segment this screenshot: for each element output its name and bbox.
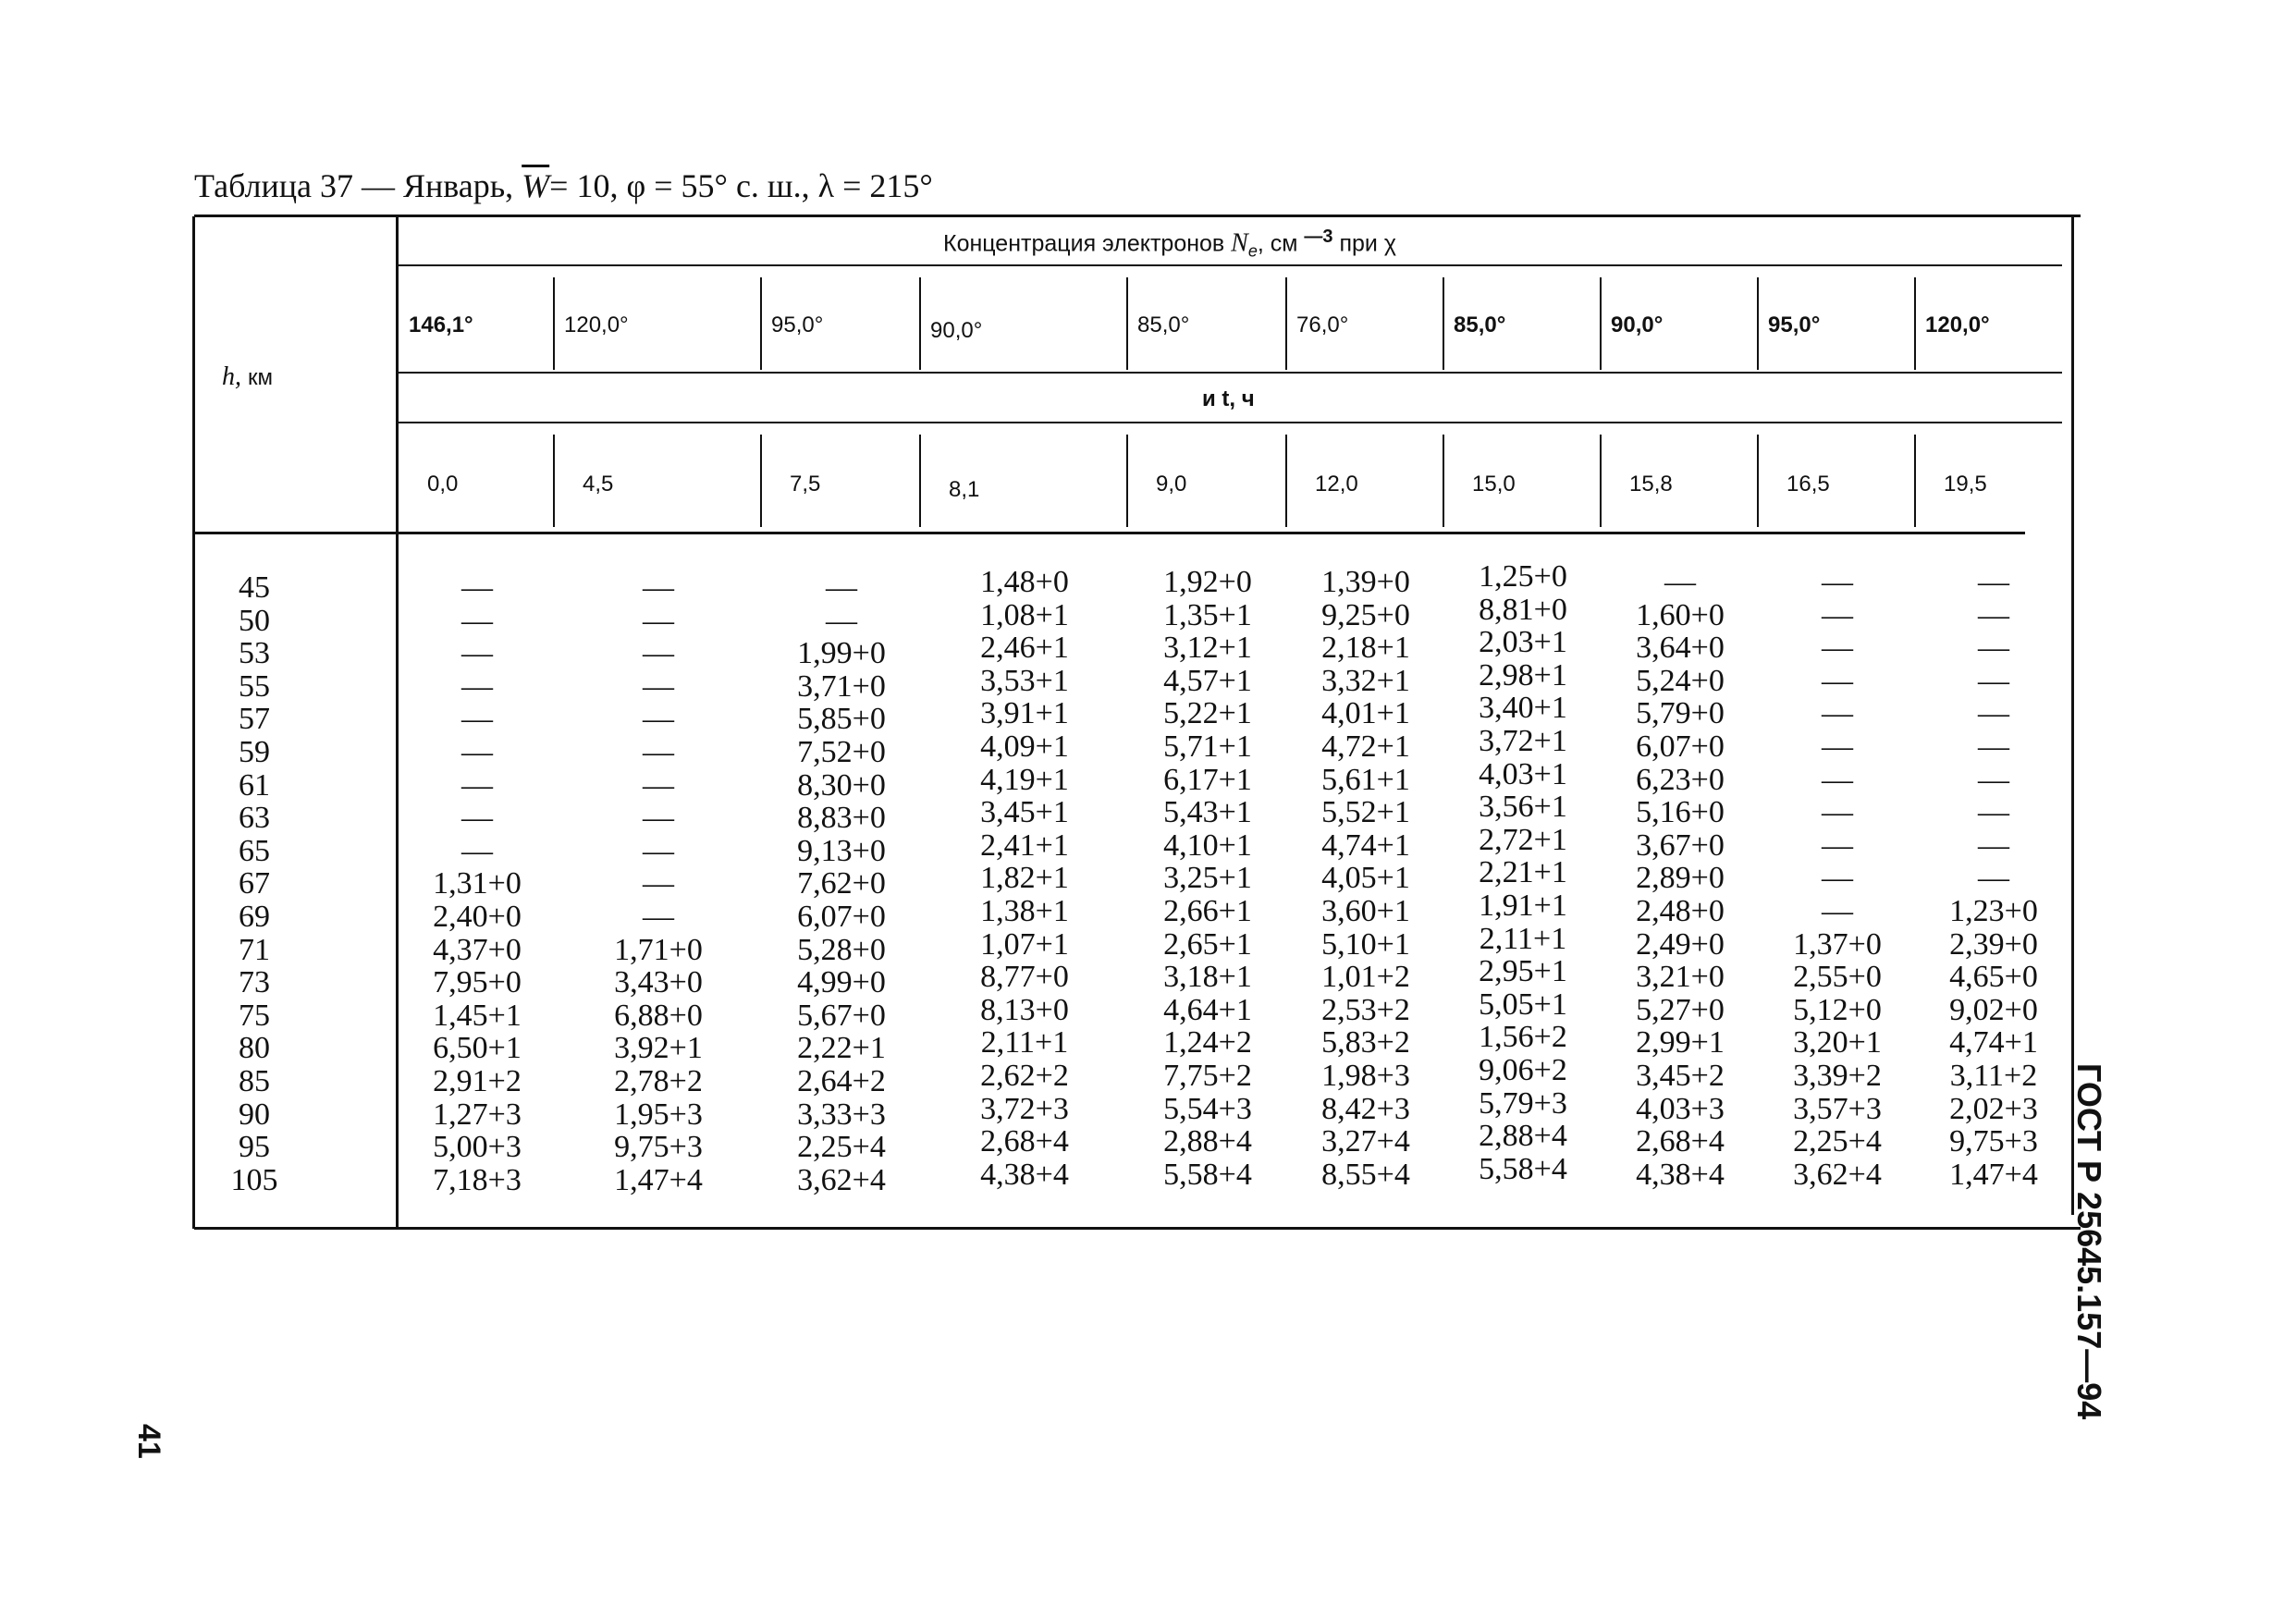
data-column: [1136, 566, 1280, 1191]
height-cell: 57: [239, 702, 270, 737]
table-cell: 4,10+1: [1163, 827, 1252, 863]
table-cell: 2,66+1: [1163, 893, 1252, 928]
header-column-divider: [1126, 435, 1128, 527]
table-cell: 1,31+0: [433, 866, 522, 901]
table-cell: —: [461, 801, 493, 836]
header-column-divider: [553, 277, 555, 370]
table-cell: 5,85+0: [797, 702, 886, 737]
table-cell: 2,99+1: [1636, 1025, 1725, 1060]
chi-header-cell: 76,0°: [1296, 313, 1349, 337]
caption-w-symbol: $\overline{W}$: [522, 167, 550, 204]
table-cell: —: [1978, 696, 2009, 731]
table-cell: —: [1822, 893, 1853, 928]
table-cell: —: [1822, 795, 1853, 830]
time-header-cell: 8,1: [949, 477, 980, 502]
table-cell: 2,68+4: [980, 1124, 1069, 1159]
table-cell: 3,40+1: [1479, 691, 1567, 726]
concentration-text: Концентрация электронов: [943, 230, 1232, 257]
table-cell: 3,56+1: [1479, 790, 1567, 825]
table-cell: 4,72+1: [1321, 729, 1410, 764]
table-cell: 4,74+1: [1321, 827, 1410, 863]
table-cell: 5,22+1: [1163, 696, 1252, 731]
table-cell: 3,67+0: [1636, 827, 1725, 863]
table-cell: 4,03+3: [1636, 1091, 1725, 1126]
table-cell: 4,09+1: [980, 729, 1069, 764]
table-cell: 2,25+4: [797, 1130, 886, 1165]
table-cell: 1,60+0: [1636, 597, 1725, 632]
header-column-divider: [1443, 277, 1444, 370]
height-values-column: [203, 571, 305, 1196]
data-column: [1609, 566, 1751, 1191]
header-column-divider: [760, 435, 762, 527]
data-column: [769, 571, 914, 1196]
table-cell: 5,05+1: [1479, 987, 1567, 1022]
table-cell: 3,33+3: [797, 1097, 886, 1132]
chi-bottom-rule: [398, 372, 2062, 374]
chi-top-rule: [398, 264, 2062, 266]
table-cell: —: [1978, 663, 2009, 698]
chi-header-cell: 85,0°: [1454, 313, 1506, 337]
table-cell: 2,64+2: [797, 1063, 886, 1098]
table-cell: —: [643, 702, 674, 737]
table-cell: 5,79+0: [1636, 696, 1725, 731]
table-cell: 7,18+3: [433, 1162, 522, 1197]
table-cell: 6,07+0: [1636, 729, 1725, 764]
table-cell: 2,11+1: [1479, 921, 1567, 956]
table-cell: 7,62+0: [797, 866, 886, 901]
concentration-header: [943, 227, 1396, 261]
table-cell: 5,61+1: [1321, 762, 1410, 797]
table-cell: 9,75+3: [1949, 1124, 2038, 1159]
concentration-subscript: e: [1247, 241, 1258, 261]
table-cell: —: [643, 866, 674, 901]
table-cell: 8,13+0: [980, 992, 1069, 1027]
table-cell: 1,92+0: [1163, 565, 1252, 599]
table-cell: —: [461, 734, 493, 769]
table-cell: 3,53+1: [980, 663, 1069, 698]
table-cell: 1,48+0: [980, 565, 1069, 599]
table-cell: 2,25+4: [1793, 1124, 1882, 1159]
table-cell: 2,49+0: [1636, 926, 1725, 962]
table-cell: —: [643, 833, 674, 868]
table-cell: 3,71+0: [797, 668, 886, 704]
table-cell: 2,91+2: [433, 1063, 522, 1098]
concentration-unit: , см: [1257, 230, 1305, 257]
table-cell: —: [461, 636, 493, 671]
table-cell: —: [643, 668, 674, 704]
table-cell: 3,43+0: [614, 965, 703, 1000]
table-cell: 5,58+4: [1479, 1151, 1567, 1186]
table-cell: 1,37+0: [1793, 926, 1882, 962]
table-cell: —: [1822, 663, 1853, 698]
table-cell: 2,65+1: [1163, 926, 1252, 962]
time-header: и t, ч: [1202, 386, 1255, 411]
chi-header-cell: 120,0°: [564, 313, 629, 337]
height-cell: 90: [239, 1097, 270, 1132]
chi-header-cell: 95,0°: [1768, 313, 1821, 337]
table-cell: 2,46+1: [980, 631, 1069, 666]
time-header-cell: 7,5: [790, 472, 821, 496]
table-cell: 1,39+0: [1321, 565, 1410, 599]
height-cell: 85: [239, 1063, 270, 1098]
stub-divider: [396, 216, 399, 1227]
table-cell: 6,50+1: [433, 1031, 522, 1066]
table-cell: —: [1978, 827, 2009, 863]
table-cell: 2,88+4: [1479, 1119, 1567, 1154]
data-column: [407, 571, 547, 1196]
table-cell: 1,01+2: [1321, 960, 1410, 995]
table-cell: 4,05+1: [1321, 861, 1410, 896]
table-cell: 8,30+0: [797, 767, 886, 803]
table-cell: 6,88+0: [614, 998, 703, 1033]
table-cell: 2,95+1: [1479, 954, 1567, 989]
table-cell: 3,27+4: [1321, 1124, 1410, 1159]
table-cell: 2,03+1: [1479, 625, 1567, 660]
table-cell: —: [643, 636, 674, 671]
table-cell: 5,16+0: [1636, 795, 1725, 830]
table-cell: 9,75+3: [614, 1130, 703, 1165]
height-cell: 63: [239, 801, 270, 836]
table-cell: —: [826, 603, 857, 638]
table-cell: —: [1822, 597, 1853, 632]
table-cell: —: [1978, 597, 2009, 632]
table-cell: —: [643, 603, 674, 638]
data-column: [1452, 560, 1594, 1185]
table-cell: —: [461, 570, 493, 605]
table-cell: 5,43+1: [1163, 795, 1252, 830]
header-column-divider: [1126, 277, 1128, 370]
table-cell: 1,08+1: [980, 597, 1069, 632]
table-cell: 2,18+1: [1321, 631, 1410, 666]
table-cell: 7,75+2: [1163, 1058, 1252, 1093]
caption-prefix: Таблица 37 — Январь,: [194, 167, 522, 204]
data-column: [928, 566, 1121, 1191]
table-cell: 3,92+1: [614, 1031, 703, 1066]
table-cell: 2,41+1: [980, 827, 1069, 863]
chi-header-cell: 95,0°: [771, 313, 824, 337]
table-cell: 5,52+1: [1321, 795, 1410, 830]
table-cell: 3,57+3: [1793, 1091, 1882, 1126]
table-cell: 2,72+1: [1479, 822, 1567, 857]
table-cell: —: [643, 801, 674, 836]
header-column-divider: [1914, 435, 1916, 527]
concentration-symbol: N: [1231, 228, 1248, 258]
table-cell: 1,91+1: [1479, 888, 1567, 923]
table-cell: 2,40+0: [433, 899, 522, 934]
table-cell: 2,98+1: [1479, 657, 1567, 693]
table-cell: 5,71+1: [1163, 729, 1252, 764]
table-cell: —: [643, 570, 674, 605]
time-header-cell: 9,0: [1156, 472, 1187, 496]
table-cell: 9,02+0: [1949, 992, 2038, 1027]
table-cell: 2,02+3: [1949, 1091, 2038, 1126]
table-cell: —: [1978, 762, 2009, 797]
data-column: [562, 571, 755, 1196]
table-cell: 5,28+0: [797, 932, 886, 967]
header-column-divider: [1285, 435, 1287, 527]
table-bottom-rule: [194, 1227, 2081, 1230]
table-cell: 5,24+0: [1636, 663, 1725, 698]
height-cell: 59: [239, 734, 270, 769]
table-cell: —: [643, 734, 674, 769]
page-number: 41: [131, 1424, 166, 1459]
table-cell: —: [1822, 861, 1853, 896]
table-cell: 3,18+1: [1163, 960, 1252, 995]
table-cell: 3,32+1: [1321, 663, 1410, 698]
header-column-divider: [1600, 277, 1602, 370]
table-cell: 1,27+3: [433, 1097, 522, 1132]
table-cell: 4,38+4: [980, 1157, 1069, 1192]
table-cell: —: [1822, 631, 1853, 666]
header-column-divider: [1914, 277, 1916, 370]
table-cell: 2,55+0: [1793, 960, 1882, 995]
concentration-exponent: —3: [1304, 227, 1333, 247]
table-cell: 1,95+3: [614, 1097, 703, 1132]
data-column: [1766, 566, 1909, 1191]
table-cell: 1,47+4: [614, 1162, 703, 1197]
table-cell: 2,78+2: [614, 1063, 703, 1098]
table-cell: 9,06+2: [1479, 1052, 1567, 1087]
table-cell: —: [461, 833, 493, 868]
height-cell: 105: [230, 1162, 278, 1197]
table-cell: 9,25+0: [1321, 597, 1410, 632]
table-cell: 4,57+1: [1163, 663, 1252, 698]
table-cell: 3,62+4: [797, 1162, 886, 1197]
header-column-divider: [1600, 435, 1602, 527]
table-cell: 7,52+0: [797, 734, 886, 769]
header-column-divider: [760, 277, 762, 370]
table-cell: 5,10+1: [1321, 926, 1410, 962]
table-cell: —: [643, 767, 674, 803]
table-cell: 1,56+2: [1479, 1020, 1567, 1055]
table-cell: —: [1822, 762, 1853, 797]
table-cell: 2,68+4: [1636, 1124, 1725, 1159]
concentration-tail: при χ: [1332, 230, 1396, 257]
table-cell: 3,21+0: [1636, 960, 1725, 995]
table-cell: 3,62+4: [1793, 1157, 1882, 1192]
table-cell: 1,45+1: [433, 998, 522, 1033]
header-column-divider: [919, 277, 921, 370]
height-cell: 69: [239, 899, 270, 934]
table-cell: 1,98+3: [1321, 1058, 1410, 1093]
table-cell: 5,58+4: [1163, 1157, 1252, 1192]
chi-header-cell: 85,0°: [1137, 313, 1190, 337]
chi-header-cell: 90,0°: [1611, 313, 1664, 337]
table-cell: 4,65+0: [1949, 960, 2038, 995]
table-cell: —: [461, 668, 493, 704]
data-column: [1295, 566, 1437, 1191]
height-unit: км: [248, 365, 273, 390]
table-cell: —: [1978, 631, 2009, 666]
table-cell: —: [461, 702, 493, 737]
table-cell: 3,12+1: [1163, 631, 1252, 666]
height-cell: 45: [239, 570, 270, 605]
table-cell: 5,27+0: [1636, 992, 1725, 1027]
header-column-divider: [919, 435, 921, 527]
height-cell: 80: [239, 1031, 270, 1066]
table-cell: 1,35+1: [1163, 597, 1252, 632]
table-cell: 8,55+4: [1321, 1157, 1410, 1192]
table-cell: —: [1978, 795, 2009, 830]
table-cell: —: [826, 570, 857, 605]
table-cell: 8,83+0: [797, 801, 886, 836]
standard-designation: ГОСТ Р 25645.157—94: [2070, 1063, 2108, 1420]
table-cell: 5,67+0: [797, 998, 886, 1033]
table-cell: —: [461, 767, 493, 803]
table-cell: 2,62+2: [980, 1058, 1069, 1093]
table-cell: 2,88+4: [1163, 1124, 1252, 1159]
table-cell: 3,45+2: [1636, 1058, 1725, 1093]
table-cell: 2,39+0: [1949, 926, 2038, 962]
table-cell: 8,42+3: [1321, 1091, 1410, 1126]
table-cell: 6,07+0: [797, 899, 886, 934]
table-cell: 4,03+1: [1479, 756, 1567, 791]
table-cell: 1,71+0: [614, 932, 703, 967]
table-cell: 2,89+0: [1636, 861, 1725, 896]
table-cell: 4,74+1: [1949, 1025, 2038, 1060]
table-cell: —: [1822, 696, 1853, 731]
table-cell: 1,23+0: [1949, 893, 2038, 928]
table-cell: —: [1822, 827, 1853, 863]
table-cell: 6,17+1: [1163, 762, 1252, 797]
data-column: [1923, 566, 2064, 1191]
header-bottom-rule: [194, 532, 2025, 534]
table-cell: 2,48+0: [1636, 893, 1725, 928]
table-cell: —: [1978, 861, 2009, 896]
table-cell: 6,23+0: [1636, 762, 1725, 797]
table-cell: 3,39+2: [1793, 1058, 1882, 1093]
table-cell: 2,22+1: [797, 1031, 886, 1066]
table-cell: 4,01+1: [1321, 696, 1410, 731]
table-cell: 1,25+0: [1479, 559, 1567, 594]
time-header-cell: 12,0: [1315, 472, 1358, 496]
table-cell: 3,91+1: [980, 696, 1069, 731]
table-cell: 3,25+1: [1163, 861, 1252, 896]
height-cell: 65: [239, 833, 270, 868]
table-cell: 1,99+0: [797, 636, 886, 671]
table-cell: 2,53+2: [1321, 992, 1410, 1027]
table-cell: 4,64+1: [1163, 992, 1252, 1027]
height-cell: 53: [239, 636, 270, 671]
table-cell: 2,11+1: [980, 1025, 1069, 1060]
time-header-cell: 0,0: [427, 472, 459, 496]
chi-header-cell: 90,0°: [930, 318, 983, 343]
height-cell: 71: [239, 932, 270, 967]
table-cell: 3,72+1: [1479, 723, 1567, 758]
table-cell: 3,64+0: [1636, 631, 1725, 666]
time-header-cell: 15,0: [1472, 472, 1516, 496]
height-column-header: [222, 362, 273, 392]
height-cell: 55: [239, 668, 270, 704]
header-column-divider: [1285, 277, 1287, 370]
header-column-divider: [553, 435, 555, 527]
table-cell: —: [1822, 729, 1853, 764]
table-cell: 1,47+4: [1949, 1157, 2038, 1192]
table-cell: 2,21+1: [1479, 855, 1567, 890]
table-cell: 3,45+1: [980, 795, 1069, 830]
height-cell: 73: [239, 965, 270, 1000]
height-cell: 61: [239, 767, 270, 803]
table-top-rule: [194, 215, 2081, 217]
height-cell: 50: [239, 603, 270, 638]
time-header-cell: 4,5: [583, 472, 614, 496]
table-cell: 1,38+1: [980, 893, 1069, 928]
table-cell: 5,54+3: [1163, 1091, 1252, 1126]
table-cell: 5,12+0: [1793, 992, 1882, 1027]
table-cell: —: [1664, 565, 1696, 599]
table-cell: 4,99+0: [797, 965, 886, 1000]
table-cell: 8,81+0: [1479, 592, 1567, 627]
table-cell: 1,82+1: [980, 861, 1069, 896]
header-column-divider: [1443, 435, 1444, 527]
height-label: h,: [222, 362, 241, 391]
caption-params: = 10, φ = 55° с. ш., λ = 215°: [549, 167, 933, 204]
height-cell: 67: [239, 866, 270, 901]
table-cell: —: [1978, 729, 2009, 764]
table-cell: 3,20+1: [1793, 1025, 1882, 1060]
table-cell: 7,95+0: [433, 965, 522, 1000]
chi-header-cell: 146,1°: [409, 313, 473, 337]
table-cell: 9,13+0: [797, 833, 886, 868]
height-cell: 95: [239, 1130, 270, 1165]
table-left-rule: [192, 216, 195, 1229]
table-cell: 3,11+2: [1949, 1058, 2038, 1093]
chi-header-cell: 120,0°: [1925, 313, 1990, 337]
table-cell: 1,07+1: [980, 926, 1069, 962]
time-header-cell: 15,8: [1629, 472, 1673, 496]
table-cell: 3,72+3: [980, 1091, 1069, 1126]
height-cell: 75: [239, 998, 270, 1033]
header-column-divider: [1757, 277, 1759, 370]
time-header-cell: 19,5: [1944, 472, 1987, 496]
table-cell: 5,83+2: [1321, 1025, 1410, 1060]
table-cell: 4,19+1: [980, 762, 1069, 797]
table-cell: 4,37+0: [433, 932, 522, 967]
table-cell: —: [1978, 565, 2009, 599]
table-cell: 5,79+3: [1479, 1085, 1567, 1121]
table-cell: 5,00+3: [433, 1130, 522, 1165]
table-cell: 3,60+1: [1321, 893, 1410, 928]
table-cell: —: [461, 603, 493, 638]
table-cell: —: [643, 899, 674, 934]
table-cell: 4,38+4: [1636, 1157, 1725, 1192]
table-cell: 1,24+2: [1163, 1025, 1252, 1060]
t-top-rule: [398, 422, 2062, 423]
time-header-cell: 16,5: [1786, 472, 1830, 496]
header-column-divider: [1757, 435, 1759, 527]
table-cell: —: [1822, 565, 1853, 599]
table-caption: [194, 166, 933, 205]
table-cell: 8,77+0: [980, 960, 1069, 995]
